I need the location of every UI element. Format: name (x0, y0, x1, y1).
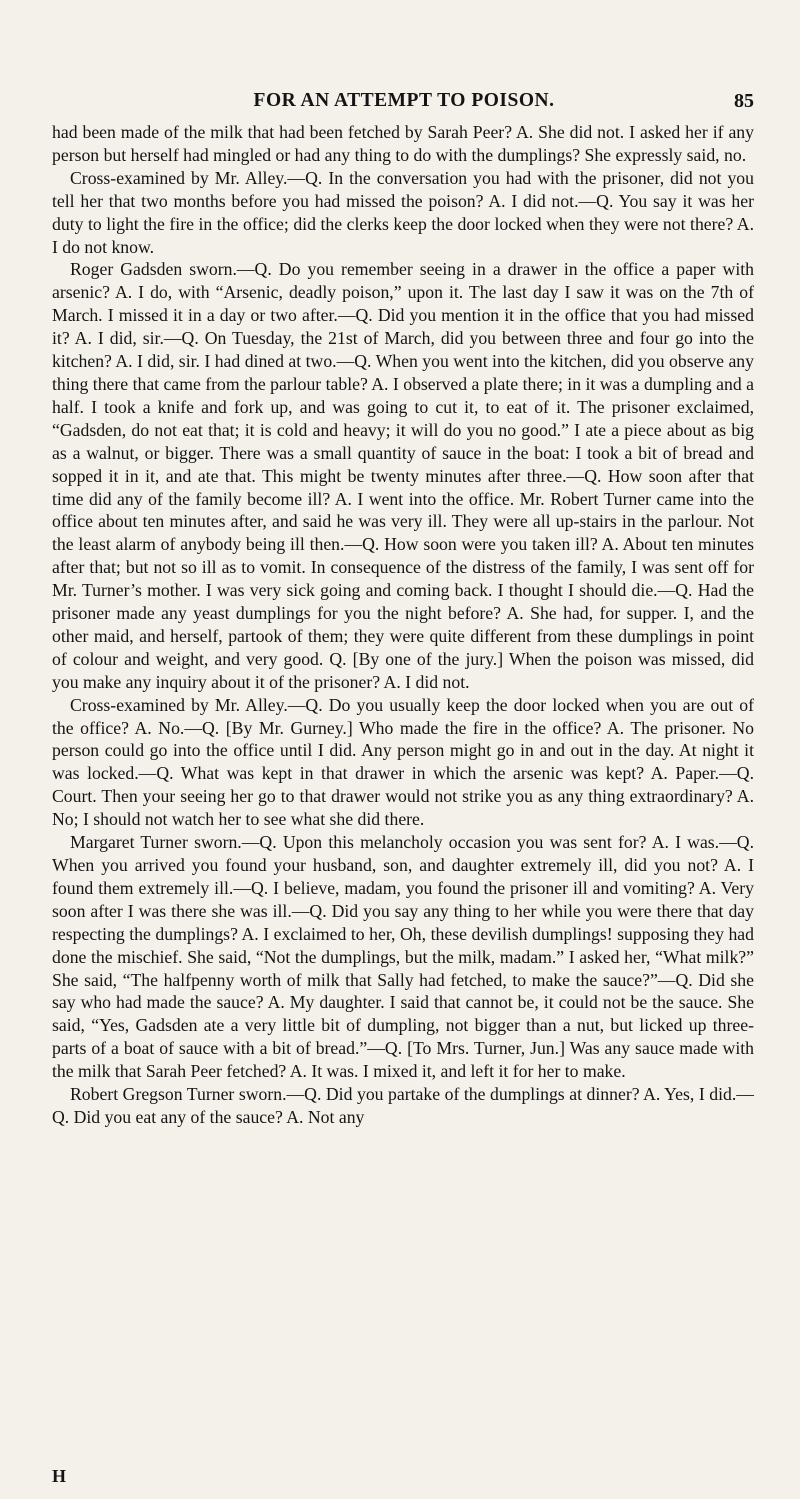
running-title: FOR AN ATTEMPT TO POISON. (253, 90, 555, 111)
paragraph-cross-examination-alley-2: Cross-examined by Mr. Alley.—Q. Do you usually keep the door locked when you are out of the office? A. No.—Q. [By Mr. Gurney.] Who made the fire in the office? A. The prisoner. No person could go into the office until I did. Any person might go in and out in the day. At night it was locked.—Q. What was kept in that drawer in which the arsenic was kept? A. Paper.—Q. Court. Then your seeing her go to that drawer would not strike you as any thing extraordinary? A. No; I should not watch her to see what she did there. (52, 694, 754, 830)
paragraph-cross-examination-alley-1: Cross-examined by Mr. Alley.—Q. In the conversation you had with the prisoner, did not you tell her that two months before you had missed the poison? A. I did not.—Q. You say it was her duty to light the fire in the office; did the clerks keep the door locked when they were not there? A. I do not know. (52, 167, 754, 257)
paragraph-robert-gregson-turner: Robert Gregson Turner sworn.—Q. Did you partake of the dumplings at dinner? A. Yes, I did.—Q. Did you eat any of the sauce? A. Not any (52, 1084, 754, 1127)
body-text (52, 121, 754, 1129)
page-number: 85 (734, 90, 754, 112)
paragraph-roger-gadsden: Roger Gadsden sworn.—Q. Do you remember seeing in a drawer in the office a paper with arsenic? A. I do, with “Arsenic, deadly poison,” upon it. The last day I saw it was on the 7th of March. I missed it in a day or two after.—Q. Did you mention it in the office that you had missed it? A. I did, sir.—Q. On Tuesday, the 21st of March, did you between three and four go into the kitchen? A. I did, sir. I had dined at two.—Q. When you went into the kitchen, did you observe any thing there that came from the parlour table? A. I observed a plate there; in it was a dumpling and a half. I took a knife and fork up, and was going to cut it, to eat of it. The prisoner exclaimed, “Gadsden, do not eat that; it is cold and heavy; it will do you no good.” I ate a piece about as big as a walnut, or bigger. There was a small quantity of sauce in the boat: I took a bit of bread and sopped it in it, and ate that. This might be twenty minutes after three.—Q. How soon after that time did any of the family become ill? A. I went into the office. Mr. Robert Turner came into the office about ten minutes after, and said he was very ill. They were all up-stairs in the parlour. Not the least alarm of anybody being ill then.—Q. How soon were you taken ill? A. About ten minutes after that; but not so ill as to vomit. In consequence of the distress of the family, I was sent off for Mr. Turner’s mother. I was very sick going and coming back. I thought I should die.—Q. Had the prisoner made any yeast dumplings for you the night before? A. She had, for supper. I, and the other maid, and herself, partook of them; they were quite different from these dumplings in point of colour and weight, and very good. Q. [By one of the jury.] When the poison was missed, did you make any inquiry about it of the prisoner? A. I did not. (52, 259, 754, 692)
signature-mark: H (52, 1466, 67, 1486)
paragraph-continuation: had been made of the milk that had been fetched by Sarah Peer? A. She did not. I asked her if any person but herself had mingled or had any thing to do with the dumplings? She expressly said, no. (52, 122, 754, 165)
running-head (52, 90, 756, 114)
paragraph-margaret-turner: Margaret Turner sworn.—Q. Upon this melancholy occasion you was sent for? A. I was.—Q. When you arrived you found your husband, son, and daughter extremely ill, did you not? A. I found them extremely ill.—Q. I believe, madam, you found the prisoner ill and vomiting? A. Very soon after I was there she was ill.—Q. Did you say any thing to her while you were there that day respecting the dumplings? A. I exclaimed to her, Oh, these devilish dumplings! supposing they had done the mischief. She said, “Not the dumplings, but the milk, madam.” I asked her, “What milk?” She said, “The halfpenny worth of milk that Sally had fetched, to make the sauce?”—Q. Did she say who had made the sauce? A. My daughter. I said that cannot be, it could not be the sauce. She said, “Yes, Gadsden ate a very little bit of dumpling, not bigger than a nut, but licked up three-parts of a boat of sauce with a bit of bread.”—Q. [To Mrs. Turner, Jun.] Was any sauce made with the milk that Sarah Peer fetched? A. It was. I mixed it, and left it for her to make. (52, 832, 754, 1082)
